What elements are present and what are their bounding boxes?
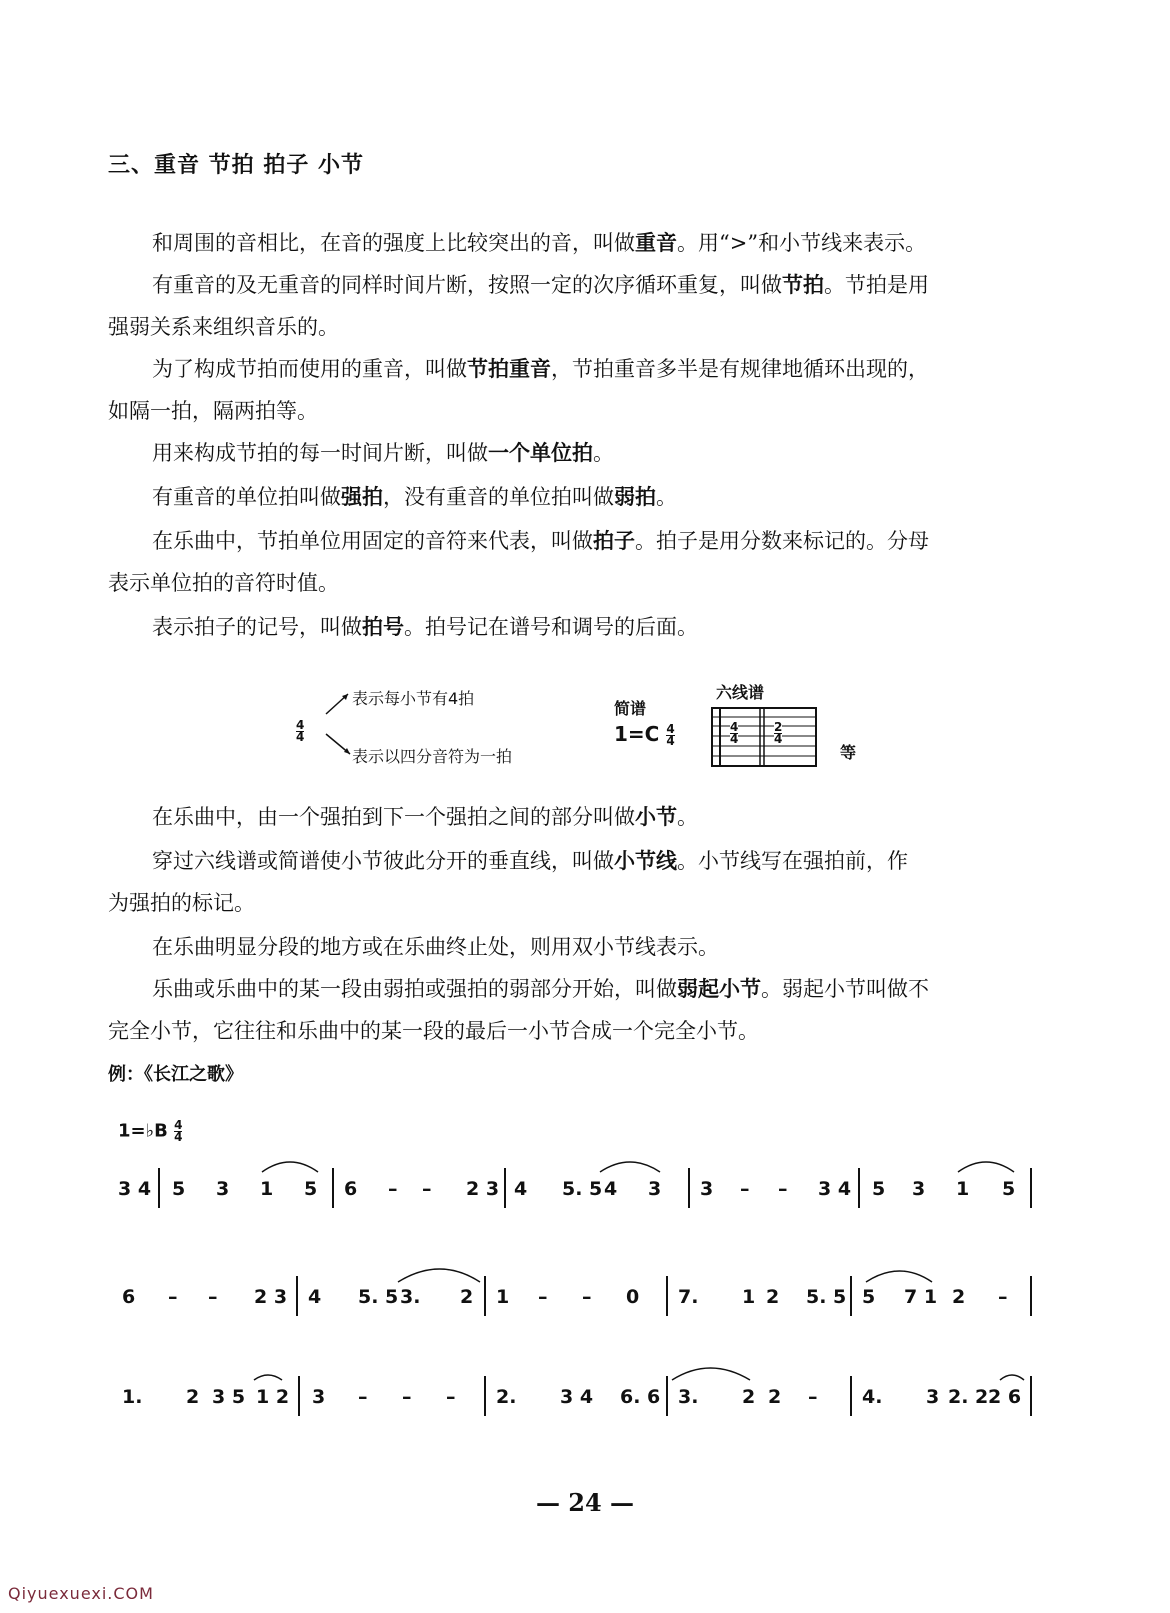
score-note: 2 3 bbox=[254, 1286, 288, 1308]
jianpu-key: 1=C $\frac{4}{4}$ bbox=[614, 722, 675, 748]
paragraph-meter-accent: 为了构成节拍而使用的重音，叫做节拍重音，节拍重音多半是有规律地循环出现的， 如隔一拍，隔两拍等。 bbox=[108, 357, 929, 423]
score-note: 3 4 bbox=[818, 1178, 852, 1200]
score-note: 1. bbox=[122, 1386, 143, 1408]
score-note: 5 bbox=[1002, 1178, 1016, 1200]
paragraph-pickup: 乐曲或乐曲中的某一段由弱拍或强拍的弱部分开始，叫做弱起小节。弱起小节叫做不 完全小节，它往往和乐曲中的某一段的最后一小节合成一个完全小节。 bbox=[108, 977, 929, 1043]
score-note: 5 bbox=[172, 1178, 186, 1200]
score-note: 3 bbox=[912, 1178, 926, 1200]
score-note: 3 bbox=[926, 1386, 940, 1408]
page-number: — 24 — bbox=[535, 1488, 635, 1517]
score-note: 0 bbox=[626, 1286, 640, 1308]
score-note: 2 bbox=[460, 1286, 474, 1308]
tab-time-signature-2: $\frac{2}{4}$ bbox=[774, 720, 783, 746]
score-note: 3 bbox=[648, 1178, 662, 1200]
score-note: 1 bbox=[956, 1178, 970, 1200]
score-note: – bbox=[998, 1286, 1008, 1308]
score-note: 3 5 bbox=[212, 1386, 246, 1408]
score-note: 6. 6 bbox=[620, 1386, 661, 1408]
etc-label: 等 bbox=[840, 743, 857, 762]
jianpu-time-signature: $\frac{4}{4}$ bbox=[666, 722, 675, 748]
score-note: 7. bbox=[678, 1286, 699, 1308]
score-note: 2. bbox=[496, 1386, 517, 1408]
paragraph-strong-weak: 有重音的单位拍叫做强拍，没有重音的单位拍叫做弱拍。 bbox=[152, 485, 677, 509]
jianpu-label: 简谱 bbox=[614, 699, 647, 718]
score-note: – bbox=[388, 1178, 398, 1200]
paragraph-meter: 有重音的及无重音的同样时间片断，按照一定的次序循环重复，叫做节拍。节拍是用 强弱关系来组织音乐的。 bbox=[108, 273, 929, 339]
time-signature-fraction: $\frac{4}{4}$ bbox=[296, 718, 305, 744]
example-label: 例：《长江之歌》 bbox=[108, 1064, 243, 1085]
score-note: 4 bbox=[514, 1178, 528, 1200]
score-key: 1=♭B $\frac{4}{4}$ bbox=[118, 1118, 183, 1144]
score-note: 5. 5 bbox=[806, 1286, 847, 1308]
score-note: 2 bbox=[768, 1386, 782, 1408]
score-note: 3. bbox=[678, 1386, 699, 1408]
score-note: – bbox=[358, 1386, 368, 1408]
score-note: 6 bbox=[344, 1178, 358, 1200]
score-note: 1 bbox=[496, 1286, 510, 1308]
score-note: 4 bbox=[604, 1178, 618, 1200]
score-note: 2 bbox=[766, 1286, 780, 1308]
score-note: – bbox=[538, 1286, 548, 1308]
score-note: 5 bbox=[872, 1178, 886, 1200]
score-note: – bbox=[582, 1286, 592, 1308]
score-note: 3 bbox=[312, 1386, 326, 1408]
paragraph-bar: 在乐曲中，由一个强拍到下一个强拍之间的部分叫做小节。 bbox=[152, 805, 698, 829]
score-note: – bbox=[446, 1386, 456, 1408]
score-note: 5 bbox=[304, 1178, 318, 1200]
score-note: – bbox=[402, 1386, 412, 1408]
paragraph-barline: 穿过六线谱或简谱使小节彼此分开的垂直线，叫做小节线。小节线写在强拍前，作 为强拍的标记。 bbox=[108, 849, 908, 915]
paragraph-accent: 和周围的音相比，在音的强度上比较突出的音，叫做重音。用“>”和小节线来表示。 bbox=[152, 231, 927, 255]
score-note: 3 bbox=[700, 1178, 714, 1200]
score-note: 3 bbox=[216, 1178, 230, 1200]
score-note: – bbox=[740, 1178, 750, 1200]
score-note: 5 bbox=[862, 1286, 876, 1308]
score-note: 2 3 bbox=[466, 1178, 500, 1200]
score-note: – bbox=[778, 1178, 788, 1200]
score-note: 5. 5 bbox=[562, 1178, 603, 1200]
score-note: 5. 5 bbox=[358, 1286, 399, 1308]
note-beats-per-bar: 表示每小节有4拍 bbox=[352, 689, 475, 708]
score-note: 3 4 bbox=[118, 1178, 152, 1200]
watermark: Qiyuexuexi.COM bbox=[8, 1584, 154, 1603]
section-heading: 三、重音 节拍 拍子 小节 bbox=[108, 153, 364, 178]
score-note: – bbox=[168, 1286, 178, 1308]
score-note: 1 bbox=[260, 1178, 274, 1200]
paragraph-double-barline: 在乐曲明显分段的地方或在乐曲终止处，则用双小节线表示。 bbox=[152, 935, 719, 959]
tab-time-signature-1: $\frac{4}{4}$ bbox=[730, 720, 739, 746]
score-note: 2 6 bbox=[988, 1386, 1022, 1408]
note-quarter-note-beat: 表示以四分音符为一拍 bbox=[352, 747, 513, 766]
score-note: – bbox=[208, 1286, 218, 1308]
score-note: 2 bbox=[186, 1386, 200, 1408]
score-note: – bbox=[422, 1178, 432, 1200]
score-note: 4. bbox=[862, 1386, 883, 1408]
score-note: 1 bbox=[742, 1286, 756, 1308]
paragraph-unit-beat: 用来构成节拍的每一时间片断，叫做一个单位拍。 bbox=[152, 441, 614, 465]
score-note: 7 1 bbox=[904, 1286, 938, 1308]
score-note: 3. bbox=[400, 1286, 421, 1308]
score-note: 2. 2 bbox=[948, 1386, 989, 1408]
score-note: 3 4 bbox=[560, 1386, 594, 1408]
score-note: 2 bbox=[742, 1386, 756, 1408]
score-note: 4 bbox=[308, 1286, 322, 1308]
score-time-signature: $\frac{4}{4}$ bbox=[174, 1118, 183, 1144]
score-note: 1 2 bbox=[256, 1386, 290, 1408]
score-note: – bbox=[808, 1386, 818, 1408]
score-note: 2 bbox=[952, 1286, 966, 1308]
paragraph-time: 在乐曲中，节拍单位用固定的音符来代表，叫做拍子。拍子是用分数来标记的。分母 表示单位拍的音符时值。 bbox=[108, 529, 929, 595]
paragraph-time-signature: 表示拍子的记号，叫做拍号。拍号记在谱号和调号的后面。 bbox=[152, 615, 698, 639]
score-note: 6 bbox=[122, 1286, 136, 1308]
tab-label: 六线谱 bbox=[716, 683, 765, 702]
